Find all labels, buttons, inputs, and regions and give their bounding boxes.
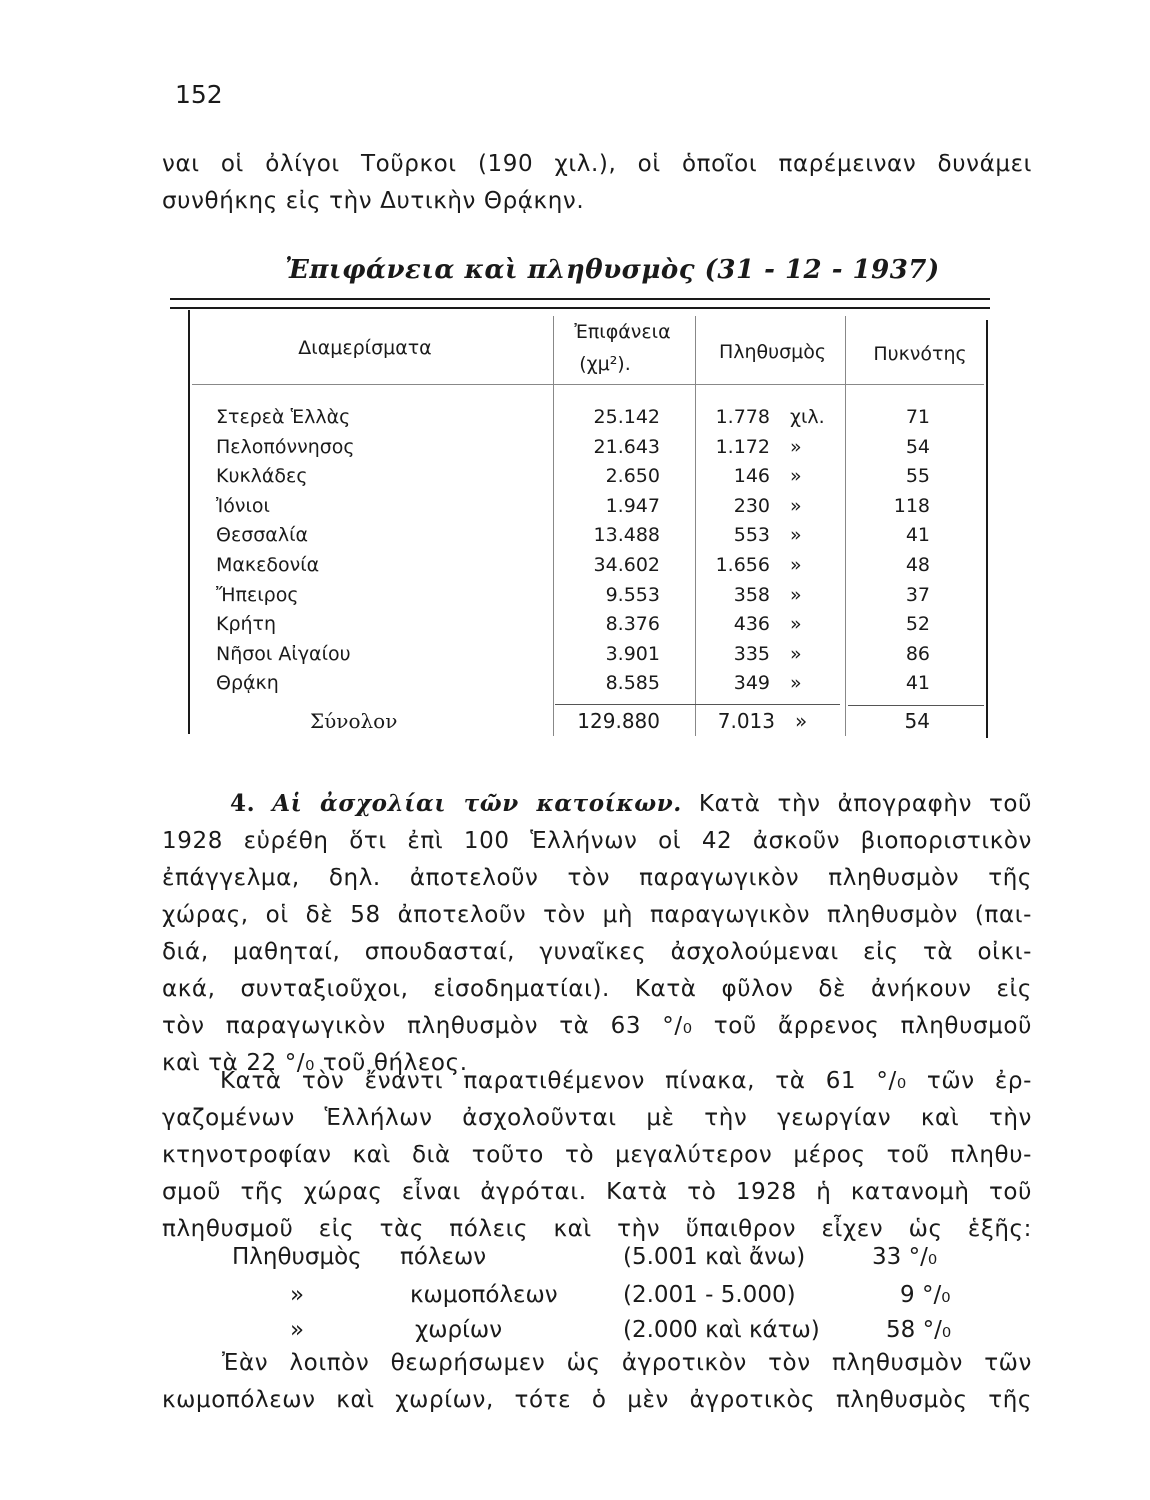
table-cell-density: 48: [905, 554, 930, 576]
header-population: Πληθυσμὸς: [718, 341, 827, 363]
table-cell-population: 553: [733, 524, 770, 547]
table-cell-area: 8.376: [605, 613, 660, 636]
table-cell-area: 13.488: [593, 524, 660, 547]
table-cell-unit: »: [790, 465, 802, 488]
table-cell-density: 54: [905, 435, 930, 458]
dist-label: »: [290, 1317, 305, 1343]
table-cell-unit: χιλ.: [790, 406, 825, 428]
section-paragraph: [162, 785, 1032, 1082]
table-top-rule-2: [170, 307, 990, 309]
table-cell-population: 436: [733, 613, 770, 636]
dist-type: πόλεων: [400, 1244, 487, 1270]
text-line: κτηνοτροφίαν καὶ διὰ τοῦτο τὸ μεγαλύτερον μέρος τοῦ πληθυ-: [162, 1142, 1032, 1168]
table-cell-region: Κυκλάδες: [216, 465, 308, 488]
table-cell-area: 34.602: [593, 554, 660, 576]
table-cell-region: Στερεὰ Ἑλλὰς: [216, 406, 351, 428]
table-cell-region: Θεσσαλία: [216, 524, 309, 547]
distribution-paragraph: [162, 1063, 1032, 1248]
table-cell-density: 118: [893, 494, 930, 517]
dist-range: (2.000 καὶ κάτω): [623, 1317, 820, 1343]
dist-pct: 58 °/₀: [886, 1317, 952, 1343]
text-line: Κατὰ τὴν ἀπογραφὴν τοῦ: [698, 791, 1033, 817]
table-left-border: [188, 310, 190, 734]
dist-pct: 9 °/₀: [900, 1282, 951, 1308]
total-density: 54: [904, 709, 930, 733]
table-cell-population: 335: [733, 642, 770, 665]
table-cell-unit: »: [790, 613, 802, 636]
total-area: 129.880: [577, 709, 660, 733]
dist-type: χωρίων: [415, 1317, 503, 1343]
table-cell-region: Θρᾴκη: [216, 672, 279, 695]
text-line: χώρας, οἱ δὲ 58 ἀποτελοῦν τὸν μὴ παραγωγικὸν πληθυσμὸν (παι-: [162, 902, 1032, 928]
table-cell-area: 9.553: [605, 583, 660, 606]
table-title: Ἐπιφάνεια καὶ πληθυσμὸς (31 - 12 - 1937): [285, 255, 940, 285]
dist-label: Πληθυσμὸς: [232, 1244, 362, 1270]
text-line: γαζομένων Ἑλλήλων ἀσχολοῦνται μὲ τὴν γεωργίαν καὶ τὴν: [162, 1105, 1032, 1131]
header-bottom-rule: [192, 384, 984, 385]
table-cell-region: Μακεδονία: [216, 554, 320, 576]
table-cell-population: 146: [733, 465, 770, 488]
table-top-rule: [170, 298, 990, 300]
table-cell-unit: »: [790, 554, 802, 576]
closing-paragraph: [162, 1345, 1032, 1419]
text-line: σμοῦ τῆς χώρας εἶναι ἀγρόται. Κατὰ τὸ 1928 ἡ κατανομὴ τοῦ: [162, 1179, 1032, 1205]
table-cell-population: 230: [733, 494, 770, 517]
section-number: 4.: [230, 790, 256, 817]
table-cell-area: 8.585: [605, 672, 660, 695]
page-number: 152: [175, 80, 223, 109]
text-line: κωμοπόλεων καὶ χωρίων, τότε ὁ μὲν ἀγροτικὸς πληθυσμὸς τῆς: [162, 1387, 1032, 1413]
table-cell-unit: »: [790, 672, 802, 695]
table-cell-area: 21.643: [593, 435, 660, 458]
table-cell-area: 3.901: [605, 642, 660, 665]
total-label: Σύνολον: [310, 709, 398, 733]
table-cell-unit: »: [790, 494, 802, 517]
text-line: 1928 εὑρέθη ὅτι ἐπὶ 100 Ἑλλήνων οἱ 42 ἀσκοῦν βιοποριστικὸν: [162, 828, 1032, 854]
table-cell-density: 52: [905, 613, 930, 636]
text-line: διά, μαθηταί, σπουδασταί, γυναῖκες ἀσχολούμεναι εἰς τὰ οἰκι-: [162, 939, 1032, 965]
column-divider: [845, 316, 846, 736]
total-unit: »: [795, 709, 808, 733]
table-cell-region: Ἤπειρος: [216, 583, 299, 606]
table-cell-unit: »: [790, 524, 802, 547]
table-cell-unit: »: [790, 642, 802, 665]
table-cell-density: 55: [905, 465, 930, 488]
table-right-border: [986, 320, 988, 738]
section-heading: Αἱ ἀσχολίαι τῶν κατοίκων.: [272, 790, 682, 817]
total-population: 7.013: [717, 709, 775, 733]
dist-label: »: [290, 1282, 305, 1308]
total-separator-rule: [848, 705, 984, 706]
text-line: τὸν παραγωγικὸν πληθυσμὸν τὰ 63 °/₀ τοῦ ἄρρενος πληθυσμοῦ: [162, 1013, 1032, 1039]
total-separator-rule: [555, 704, 840, 705]
table-cell-population: 1.656: [715, 554, 770, 576]
dist-pct: 33 °/₀: [872, 1244, 938, 1270]
dist-range: (2.001 - 5.000): [623, 1282, 796, 1308]
table-cell-density: 86: [905, 642, 930, 665]
table-cell-population: 349: [733, 672, 770, 695]
text-line: καὶ τὰ 22 °/₀ τοῦ θήλεος.: [162, 1050, 468, 1076]
table-cell-population: 1.172: [715, 435, 770, 458]
text-line: ἐπάγγελμα, δηλ. ἀποτελοῦν τὸν παραγωγικὸν πληθυσμὸν τῆς: [162, 865, 1032, 891]
table-cell-unit: »: [790, 583, 802, 606]
table-cell-density: 41: [905, 672, 930, 695]
column-divider: [695, 316, 696, 736]
text-line: ναι οἱ ὀλίγοι Τοῦρκοι (190 χιλ.), οἱ ὁποῖοι παρέμειναν δυνάμει: [162, 151, 1032, 177]
table-cell-unit: »: [790, 435, 802, 458]
header-density: Πυκνότης: [873, 343, 967, 365]
section-first-line: [162, 785, 1032, 823]
intro-paragraph: [162, 146, 1032, 220]
table-cell-density: 37: [905, 583, 930, 606]
header-region: Διαμερίσματα: [298, 337, 432, 359]
table-cell-region: Νῆσοι Αἰγαίου: [216, 642, 351, 665]
column-divider: [553, 316, 554, 736]
header-area-line2: (χμ²).: [579, 353, 631, 375]
text-line: Κατὰ τὸν ἔναντι παρατιθέμενον πίνακα, τὰ 61 °/₀ τῶν ἐρ-: [220, 1068, 1032, 1094]
text-line: Ἐὰν λοιπὸν θεωρήσωμεν ὡς ἀγροτικὸν τὸν πληθυσμὸν τῶν: [222, 1350, 1032, 1376]
table-cell-area: 2.650: [605, 465, 660, 488]
table-cell-region: Ἰόνιοι: [216, 494, 270, 517]
text-line: ακά, συνταξιοῦχοι, εἰσοδηματίαι). Κατὰ φῦλον δὲ ἀνήκουν εἰς: [162, 976, 1032, 1002]
table-cell-region: Κρήτη: [216, 613, 277, 636]
table-cell-density: 41: [905, 524, 930, 547]
text-line: συνθήκης εἰς τὴν Δυτικὴν Θρᾴκην.: [162, 188, 585, 214]
table-cell-region: Πελοπόννησος: [216, 435, 355, 458]
header-area-line1: Ἐπιφάνεια: [574, 321, 671, 343]
table-cell-density: 71: [905, 406, 930, 428]
text-line: πληθυσμοῦ εἰς τὰς πόλεις καὶ τὴν ὕπαιθρον εἶχεν ὡς ἑξῆς:: [162, 1216, 1032, 1242]
table-cell-area: 1.947: [605, 494, 660, 517]
table-cell-area: 25.142: [593, 406, 660, 428]
dist-type: κωμοπόλεων: [410, 1282, 558, 1308]
table-cell-population: 358: [733, 583, 770, 606]
dist-range: (5.001 καὶ ἄνω): [623, 1244, 806, 1270]
table-cell-population: 1.778: [715, 406, 770, 428]
